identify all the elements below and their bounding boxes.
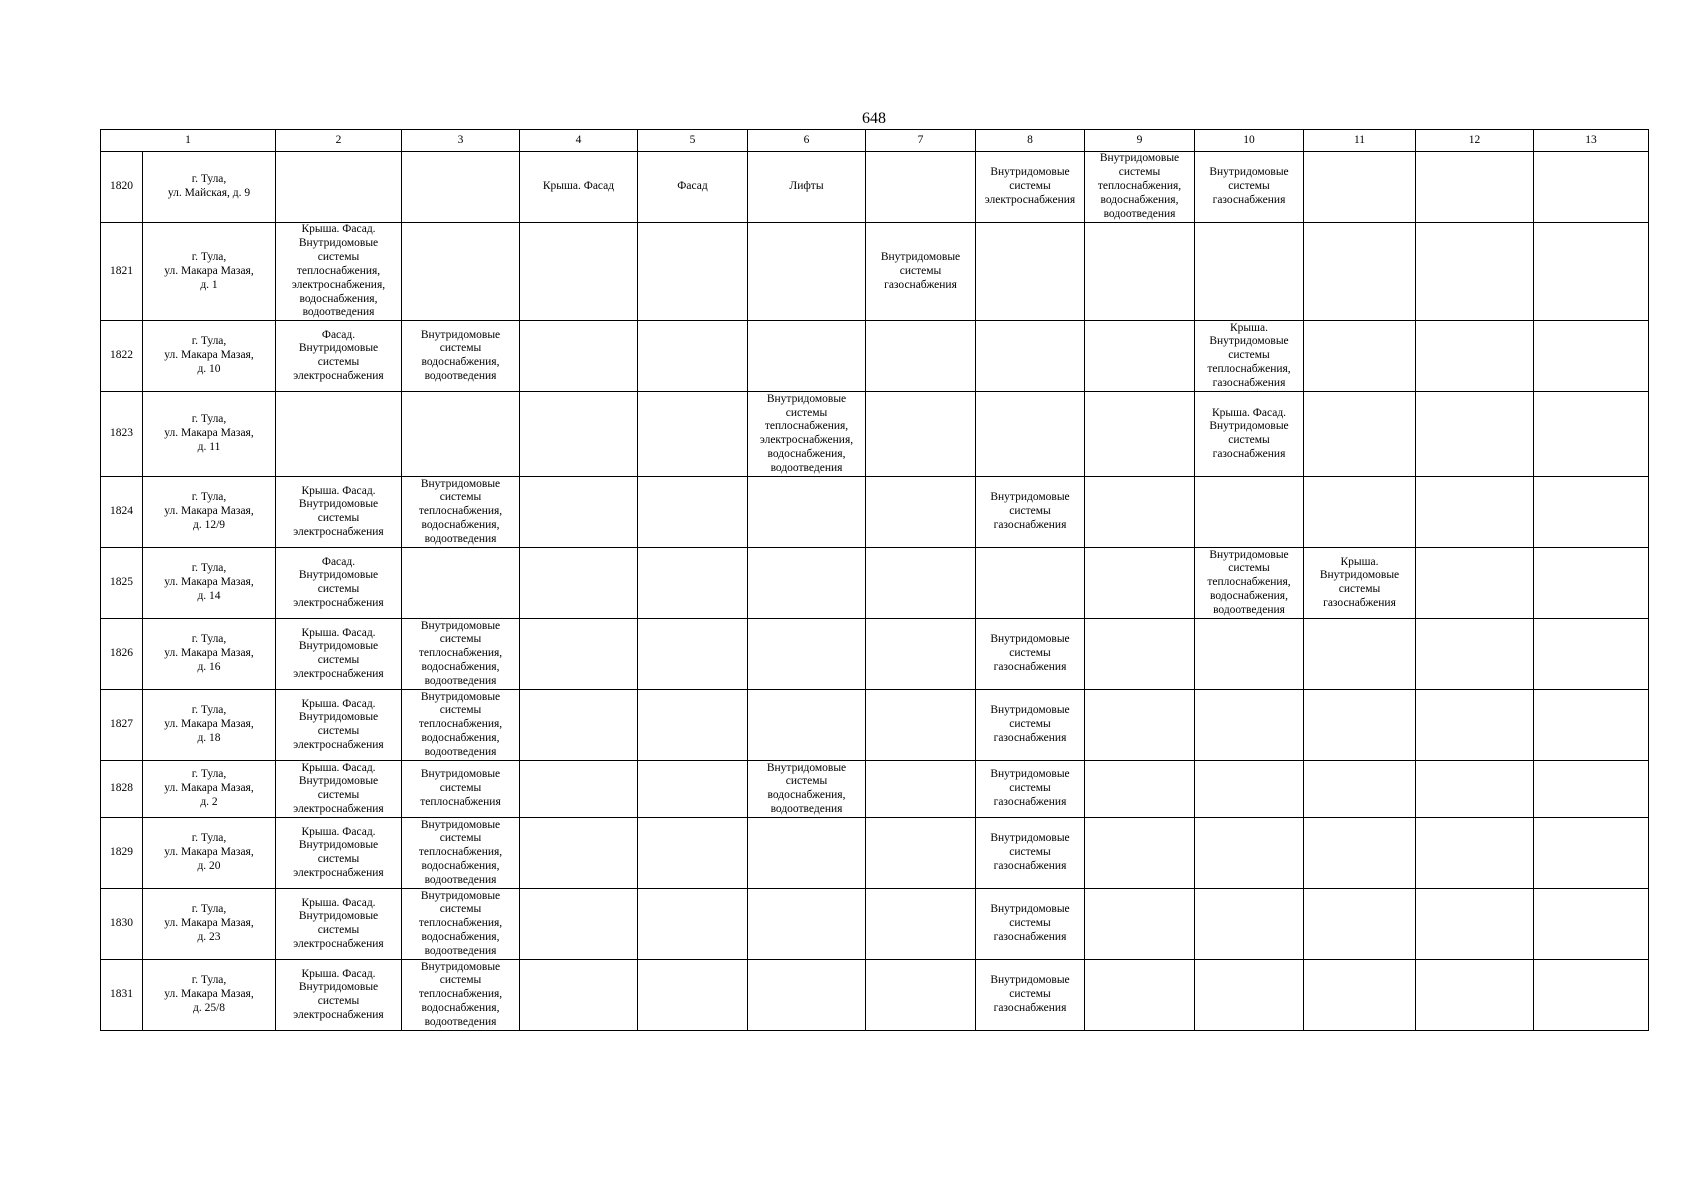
- header-cell: 11: [1304, 130, 1416, 152]
- work-cell: Фасад. Внутридомовые системы электроснабжения: [276, 548, 402, 619]
- work-cell: [1085, 960, 1195, 1031]
- work-cell: [1195, 960, 1304, 1031]
- header-cell: 8: [976, 130, 1085, 152]
- header-cell: 5: [638, 130, 748, 152]
- row-number-cell: 1825: [101, 548, 143, 619]
- work-cell: Фасад. Внутридомовые системы электроснабжения: [276, 321, 402, 392]
- table-row: [101, 477, 1649, 548]
- address-cell: г. Тула, ул. Макара Мазая, д. 12/9: [143, 477, 276, 548]
- work-cell: [1085, 548, 1195, 619]
- work-cell: [866, 152, 976, 223]
- work-cell: [866, 321, 976, 392]
- work-cell: [1085, 690, 1195, 761]
- work-cell: [1085, 818, 1195, 889]
- work-cell: [1304, 889, 1416, 960]
- address-cell: г. Тула, ул. Макара Мазая, д. 14: [143, 548, 276, 619]
- work-cell: [1534, 619, 1649, 690]
- work-cell: Внутридомовые системы теплоснабжения, водоснабжения, водоотведения: [1195, 548, 1304, 619]
- work-cell: [1195, 690, 1304, 761]
- work-cell: [1534, 392, 1649, 477]
- work-cell: [276, 392, 402, 477]
- work-cell: Внутридомовые системы теплоснабжения, водоснабжения, водоотведения: [402, 889, 520, 960]
- work-cell: [276, 152, 402, 223]
- work-cell: [1534, 477, 1649, 548]
- work-cell: [402, 223, 520, 321]
- header-cell: 7: [866, 130, 976, 152]
- work-cell: [1304, 761, 1416, 818]
- work-cell: Крыша. Фасад. Внутридомовые системы электроснабжения: [276, 619, 402, 690]
- work-cell: [1416, 548, 1534, 619]
- work-cell: [1304, 392, 1416, 477]
- work-cell: Крыша. Фасад. Внутридомовые системы теплоснабжения, электроснабжения, водоснабжения, водоотведения: [276, 223, 402, 321]
- work-cell: [520, 619, 638, 690]
- work-cell: [1195, 818, 1304, 889]
- address-cell: г. Тула, ул. Макара Мазая, д. 18: [143, 690, 276, 761]
- work-cell: Внутридомовые системы водоснабжения, водоотведения: [402, 321, 520, 392]
- table-row: [101, 960, 1649, 1031]
- work-cell: [1534, 960, 1649, 1031]
- work-cell: [866, 548, 976, 619]
- work-cell: [638, 889, 748, 960]
- header-cell: 6: [748, 130, 866, 152]
- work-cell: [1195, 889, 1304, 960]
- work-cell: Внутридомовые системы газоснабжения: [976, 818, 1085, 889]
- work-cell: [520, 477, 638, 548]
- work-cell: Фасад: [638, 152, 748, 223]
- table-row: [101, 619, 1649, 690]
- work-cell: [976, 392, 1085, 477]
- table-row: [101, 392, 1649, 477]
- work-cell: [520, 548, 638, 619]
- work-cell: Внутридомовые системы газоснабжения: [976, 477, 1085, 548]
- work-cell: [1304, 321, 1416, 392]
- work-cell: [638, 690, 748, 761]
- repair-schedule-table: [100, 129, 1649, 1031]
- work-cell: Внутридомовые системы газоснабжения: [976, 889, 1085, 960]
- work-cell: [866, 960, 976, 1031]
- work-cell: [1534, 548, 1649, 619]
- work-cell: [748, 548, 866, 619]
- work-cell: [866, 818, 976, 889]
- work-cell: Внутридомовые системы газоснабжения: [976, 619, 1085, 690]
- work-cell: Крыша. Внутридомовые системы газоснабжения: [1304, 548, 1416, 619]
- work-cell: Внутридомовые системы теплоснабжения, водоснабжения, водоотведения: [402, 690, 520, 761]
- work-cell: [866, 619, 976, 690]
- work-cell: [638, 960, 748, 1031]
- work-cell: [748, 690, 866, 761]
- work-cell: [1195, 761, 1304, 818]
- work-cell: [748, 321, 866, 392]
- work-cell: Внутридомовые системы электроснабжения: [976, 152, 1085, 223]
- work-cell: [1085, 321, 1195, 392]
- work-cell: Внутридомовые системы теплоснабжения, водоснабжения, водоотведения: [402, 619, 520, 690]
- work-cell: [1416, 818, 1534, 889]
- work-cell: [638, 321, 748, 392]
- work-cell: [1304, 960, 1416, 1031]
- work-cell: Внутридомовые системы газоснабжения: [1195, 152, 1304, 223]
- work-cell: Внутридомовые системы теплоснабжения, водоснабжения, водоотведения: [402, 960, 520, 1031]
- work-cell: [1304, 152, 1416, 223]
- work-cell: [866, 761, 976, 818]
- table-row: [101, 152, 1649, 223]
- work-cell: [1416, 477, 1534, 548]
- work-cell: [1534, 223, 1649, 321]
- work-cell: [402, 152, 520, 223]
- work-cell: [1416, 960, 1534, 1031]
- table-row: [101, 761, 1649, 818]
- row-number-cell: 1830: [101, 889, 143, 960]
- header-cell: 1: [101, 130, 276, 152]
- work-cell: Внутридомовые системы теплоснабжения: [402, 761, 520, 818]
- work-cell: [520, 889, 638, 960]
- table-row: [101, 889, 1649, 960]
- address-cell: г. Тула, ул. Макара Мазая, д. 16: [143, 619, 276, 690]
- work-cell: [748, 818, 866, 889]
- work-cell: [1085, 619, 1195, 690]
- work-cell: [638, 761, 748, 818]
- work-cell: [520, 392, 638, 477]
- header-cell: 9: [1085, 130, 1195, 152]
- work-cell: [638, 619, 748, 690]
- address-cell: г. Тула, ул. Макара Мазая, д. 23: [143, 889, 276, 960]
- work-cell: [748, 477, 866, 548]
- work-cell: [1534, 321, 1649, 392]
- header-row: [101, 130, 1649, 152]
- work-cell: Крыша. Фасад. Внутридомовые системы электроснабжения: [276, 818, 402, 889]
- work-cell: [748, 619, 866, 690]
- work-cell: [866, 889, 976, 960]
- work-cell: Внутридомовые системы водоснабжения, водоотведения: [748, 761, 866, 818]
- work-cell: [1534, 889, 1649, 960]
- work-cell: Крыша. Фасад: [520, 152, 638, 223]
- work-cell: [866, 690, 976, 761]
- work-cell: [520, 321, 638, 392]
- work-cell: [1085, 889, 1195, 960]
- work-cell: [1416, 619, 1534, 690]
- work-cell: [866, 392, 976, 477]
- work-cell: [748, 889, 866, 960]
- work-cell: [638, 477, 748, 548]
- work-cell: [1304, 223, 1416, 321]
- work-cell: [638, 548, 748, 619]
- work-cell: Внутридомовые системы теплоснабжения, водоснабжения, водоотведения: [402, 477, 520, 548]
- table-row: [101, 321, 1649, 392]
- work-cell: [520, 690, 638, 761]
- row-number-cell: 1829: [101, 818, 143, 889]
- header-cell: 3: [402, 130, 520, 152]
- work-cell: [748, 223, 866, 321]
- work-cell: Внутридомовые системы газоснабжения: [866, 223, 976, 321]
- header-cell: 4: [520, 130, 638, 152]
- work-cell: [1304, 818, 1416, 889]
- work-cell: [1304, 477, 1416, 548]
- work-cell: [1195, 223, 1304, 321]
- table-row: [101, 548, 1649, 619]
- work-cell: [1534, 152, 1649, 223]
- work-cell: [1534, 690, 1649, 761]
- work-cell: [866, 477, 976, 548]
- table-row: [101, 690, 1649, 761]
- table-body: [101, 130, 1649, 1031]
- work-cell: [1304, 619, 1416, 690]
- address-cell: г. Тула, ул. Макара Мазая, д. 11: [143, 392, 276, 477]
- address-cell: г. Тула, ул. Макара Мазая, д. 10: [143, 321, 276, 392]
- address-cell: г. Тула, ул. Макара Мазая, д. 1: [143, 223, 276, 321]
- work-cell: [1534, 818, 1649, 889]
- work-cell: [1416, 761, 1534, 818]
- work-cell: [520, 223, 638, 321]
- row-number-cell: 1820: [101, 152, 143, 223]
- work-cell: [1416, 321, 1534, 392]
- work-cell: [976, 548, 1085, 619]
- row-number-cell: 1821: [101, 223, 143, 321]
- work-cell: [1085, 392, 1195, 477]
- work-cell: [638, 392, 748, 477]
- header-cell: 13: [1534, 130, 1649, 152]
- row-number-cell: 1824: [101, 477, 143, 548]
- header-cell: 12: [1416, 130, 1534, 152]
- row-number-cell: 1823: [101, 392, 143, 477]
- row-number-cell: 1827: [101, 690, 143, 761]
- work-cell: [976, 223, 1085, 321]
- work-cell: [1534, 761, 1649, 818]
- address-cell: г. Тула, ул. Макара Мазая, д. 25/8: [143, 960, 276, 1031]
- work-cell: [1416, 152, 1534, 223]
- work-cell: [638, 818, 748, 889]
- work-cell: [1085, 477, 1195, 548]
- table-row: [101, 223, 1649, 321]
- work-cell: Крыша. Фасад. Внутридомовые системы электроснабжения: [276, 761, 402, 818]
- work-cell: Крыша. Фасад. Внутридомовые системы электроснабжения: [276, 889, 402, 960]
- work-cell: Крыша. Фасад. Внутридомовые системы электроснабжения: [276, 690, 402, 761]
- table-row: [101, 818, 1649, 889]
- work-cell: Крыша. Внутридомовые системы теплоснабжения, газоснабжения: [1195, 321, 1304, 392]
- work-cell: Внутридомовые системы теплоснабжения, электроснабжения, водоснабжения, водоотведения: [748, 392, 866, 477]
- work-cell: Внутридомовые системы теплоснабжения, водоснабжения, водоотведения: [1085, 152, 1195, 223]
- work-cell: [1416, 223, 1534, 321]
- work-cell: [1416, 392, 1534, 477]
- work-cell: [402, 548, 520, 619]
- work-cell: [520, 818, 638, 889]
- work-cell: [1085, 761, 1195, 818]
- work-cell: [1416, 889, 1534, 960]
- header-cell: 2: [276, 130, 402, 152]
- work-cell: Лифты: [748, 152, 866, 223]
- work-cell: [1195, 619, 1304, 690]
- row-number-cell: 1828: [101, 761, 143, 818]
- row-number-cell: 1826: [101, 619, 143, 690]
- work-cell: Крыша. Фасад. Внутридомовые системы электроснабжения: [276, 960, 402, 1031]
- work-cell: [1085, 223, 1195, 321]
- row-number-cell: 1831: [101, 960, 143, 1031]
- address-cell: г. Тула, ул. Макара Мазая, д. 2: [143, 761, 276, 818]
- work-cell: [1304, 690, 1416, 761]
- work-cell: [520, 761, 638, 818]
- address-cell: г. Тула, ул. Майская, д. 9: [143, 152, 276, 223]
- work-cell: [1195, 477, 1304, 548]
- work-cell: [402, 392, 520, 477]
- work-cell: [976, 321, 1085, 392]
- row-number-cell: 1822: [101, 321, 143, 392]
- work-cell: Внутридомовые системы теплоснабжения, водоснабжения, водоотведения: [402, 818, 520, 889]
- work-cell: [638, 223, 748, 321]
- work-cell: [520, 960, 638, 1031]
- header-cell: 10: [1195, 130, 1304, 152]
- work-cell: Крыша. Фасад. Внутридомовые системы электроснабжения: [276, 477, 402, 548]
- work-cell: Внутридомовые системы газоснабжения: [976, 690, 1085, 761]
- work-cell: [748, 960, 866, 1031]
- address-cell: г. Тула, ул. Макара Мазая, д. 20: [143, 818, 276, 889]
- page-number: 648: [862, 110, 886, 127]
- work-cell: [1416, 690, 1534, 761]
- work-cell: Внутридомовые системы газоснабжения: [976, 960, 1085, 1031]
- work-cell: Внутридомовые системы газоснабжения: [976, 761, 1085, 818]
- work-cell: Крыша. Фасад. Внутридомовые системы газоснабжения: [1195, 392, 1304, 477]
